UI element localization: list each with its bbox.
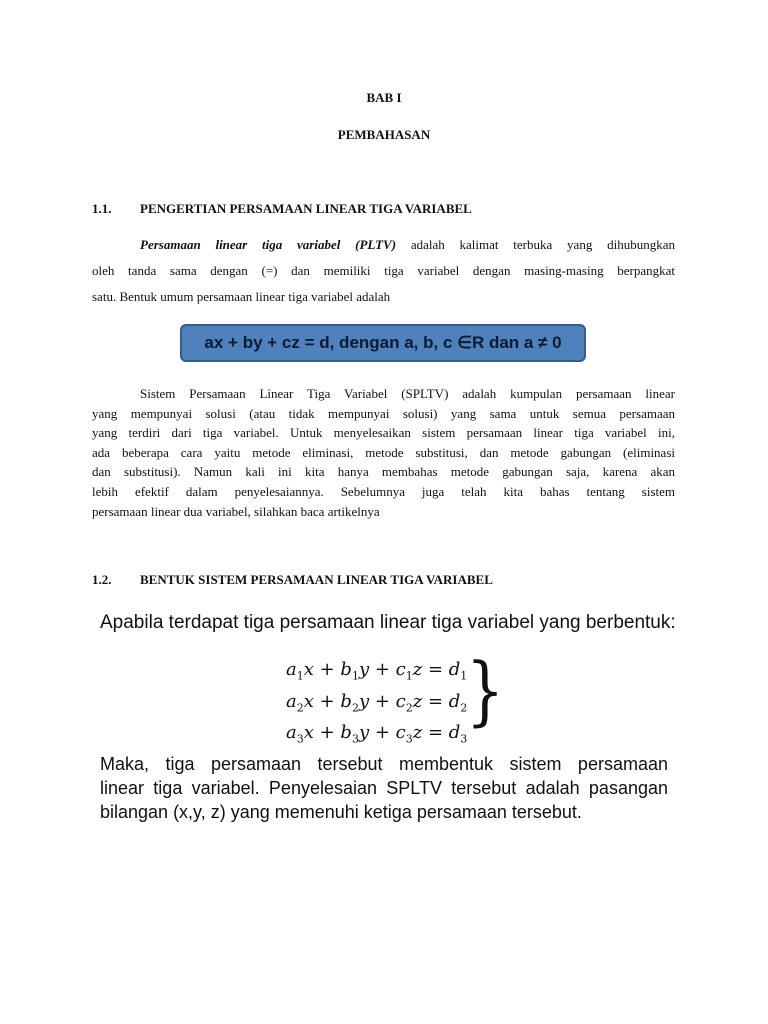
paragraph-line: yang mempunyai solusi (atau tidak mempunyai solusi) yang sama untuk semua persamaan — [92, 405, 675, 421]
formula-text: ax + by + cz = d, dengan a, b, c ∈R dan a ≠ 0 — [204, 333, 562, 352]
section-title: PENGERTIAN PERSAMAAN LINEAR TIGA VARIABEL — [140, 201, 472, 216]
paragraph-line: lebih efektif dalam penyelesaiannya. Sebelumnya juga telah kita bahas tentang sistem — [92, 483, 675, 499]
chapter-label: BAB I — [366, 90, 402, 105]
section-title: BENTUK SISTEM PERSAMAAN LINEAR TIGA VARIABEL — [140, 572, 493, 587]
defined-term: Persamaan linear tiga variabel (PLTV) — [140, 237, 397, 252]
spltv-paragraph — [92, 384, 675, 521]
chapter-title: PEMBAHASAN — [337, 127, 431, 142]
system-closing-paragraph — [100, 752, 668, 824]
definition-paragraph — [92, 232, 675, 310]
paragraph-line: ada beberapa cara yaitu metode eliminasi, metode substitusi, dan metode gabungan (eliminasi — [92, 444, 675, 460]
equation-1: $a_1x + b_1y + c_1z = d_1$ — [286, 659, 468, 683]
equation-3: $a_3x + b_3y + c_3z = d_3$ — [286, 722, 468, 746]
right-brace: } — [466, 647, 505, 736]
section-number: 1.2. — [92, 572, 112, 587]
closing-line: Maka, tiga persamaan tersebut membentuk sistem persamaan — [100, 754, 668, 774]
paragraph-line: persamaan linear dua variabel, silahkan baca artikelnya — [92, 503, 380, 519]
closing-line: linear tiga variabel. Penyelesaian SPLTV tersebut adalah pasangan — [100, 778, 668, 798]
paragraph-line: Sistem Persamaan Linear Tiga Variabel (SPLTV) adalah kumpulan persamaan linear — [140, 386, 675, 401]
closing-line: bilangan (x,y, z) yang memenuhi ketiga persamaan tersebut. — [100, 802, 582, 822]
system-intro: Apabila terdapat tiga persamaan linear tiga variabel yang berbentuk: — [100, 612, 676, 633]
definition-line: oleh tanda sama dengan (=) dan memiliki tiga variabel dengan masing-masing berpangkat — [92, 263, 675, 278]
paragraph-line: yang terdiri dari tiga variabel. Untuk menyelesaikan sistem persamaan linear tiga variabel ini, — [92, 425, 675, 441]
equation-2: $a_2x + b_2y + c_2z = d_2$ — [286, 690, 468, 715]
section-number: 1.1. — [92, 201, 112, 216]
paragraph-line: dan substitusi). Namun kali ini kita hanya membahas metode gabungan saja, karena akan — [92, 464, 675, 480]
definition-line: satu. Bentuk umum persamaan linear tiga variabel adalah — [92, 289, 391, 304]
definition-line: Persamaan linear tiga variabel (PLTV) adalah kalimat terbuka yang dihubungkan — [140, 237, 675, 252]
equation-system — [286, 657, 467, 752]
general-form-formula — [180, 324, 586, 362]
